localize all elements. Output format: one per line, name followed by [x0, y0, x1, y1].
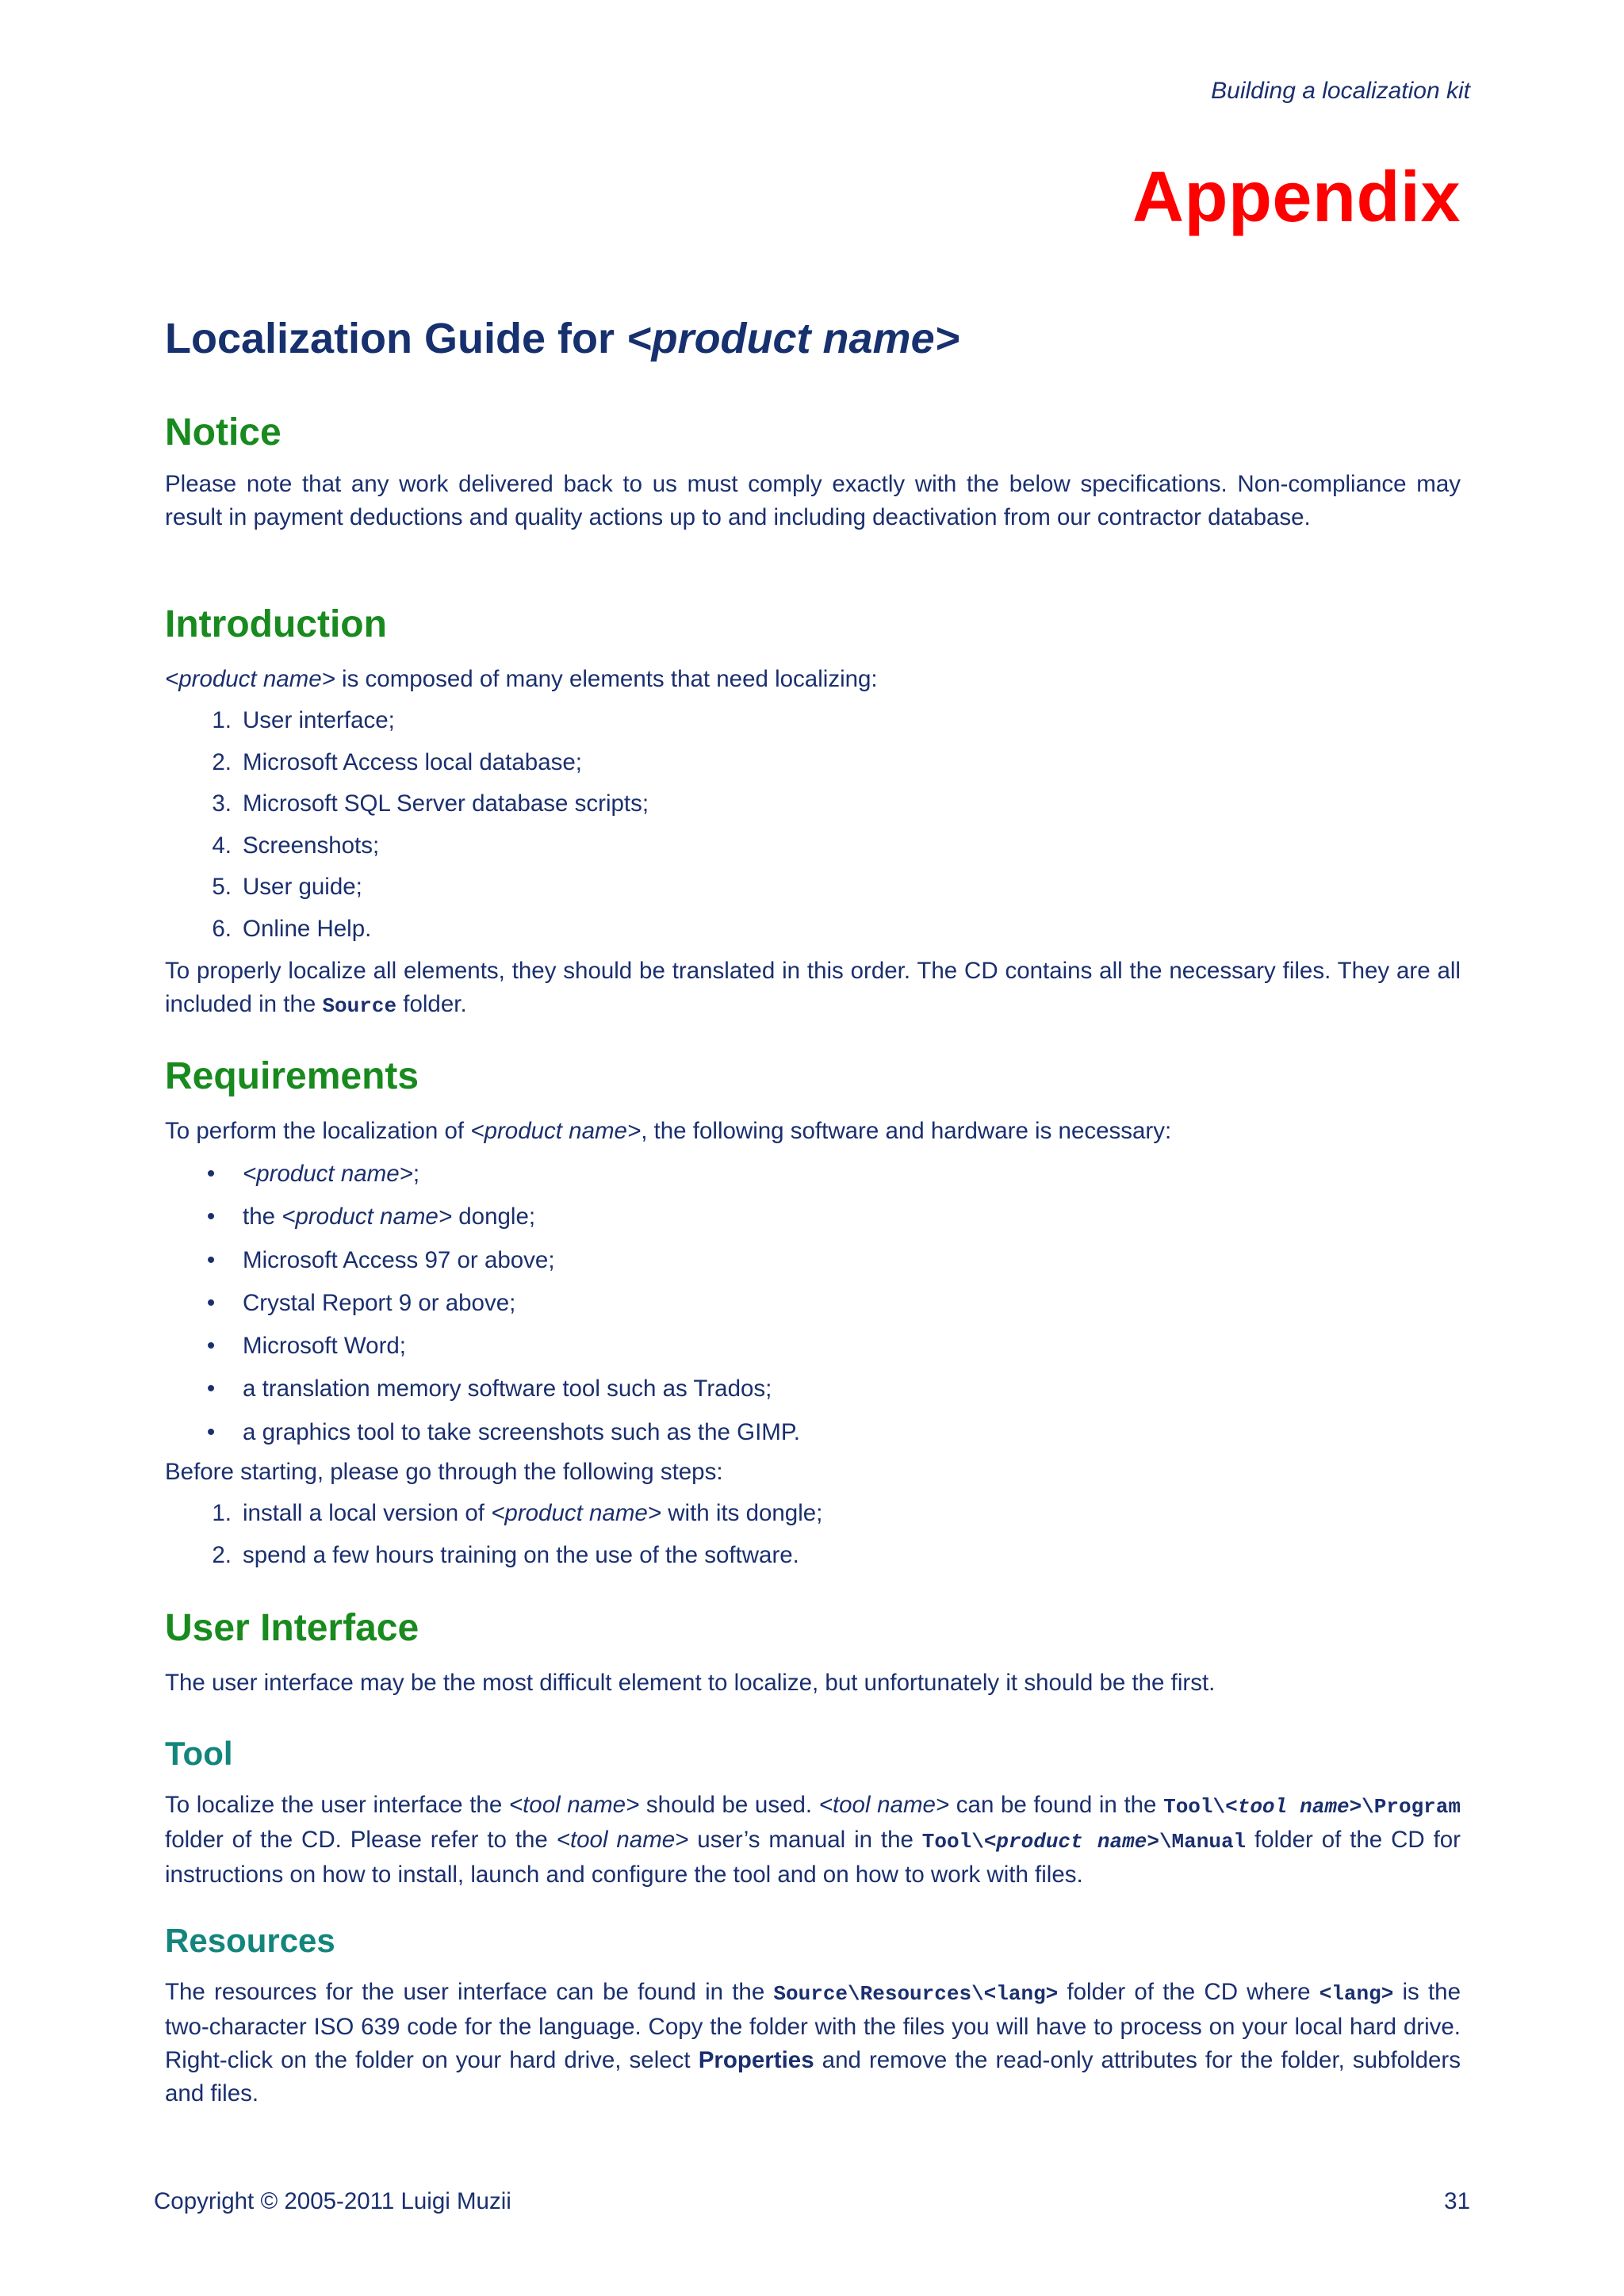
- list-item-label: [243, 1287, 515, 1320]
- list-item: [165, 1287, 1461, 1330]
- list-item-label: [243, 1372, 772, 1406]
- introduction-lead: <product name> is composed of many elements that need localizing:: [165, 666, 878, 692]
- list-item: [165, 1244, 1461, 1287]
- item-text: dongle;: [452, 1203, 536, 1230]
- properties-term: Properties: [698, 2047, 814, 2073]
- list-item: [165, 871, 1461, 913]
- list-item: [165, 1416, 1461, 1459]
- item-text: with its dongle;: [661, 1500, 823, 1526]
- list-item: [165, 1497, 1461, 1539]
- tool-heading: Tool: [165, 1735, 233, 1772]
- list-item: [165, 1372, 1461, 1415]
- steps-list: [165, 1497, 1461, 1580]
- list-item: [165, 746, 1461, 788]
- item-text: Microsoft Word;: [243, 1333, 406, 1360]
- list-number: 3.: [212, 790, 232, 817]
- introduction-outro: To properly localize all elements, they should be translated in this order. The CD contains all the necessary files. They are all included in the Source folder.: [165, 958, 1461, 1018]
- bullet-icon: •: [206, 1246, 216, 1273]
- user-interface-text: The user interface may be the most difficult element to localize, but unfortunately it should be the first.: [165, 1670, 1216, 1696]
- list-item-label: Screenshots;: [243, 832, 380, 859]
- user-interface-heading: User Interface: [165, 1607, 419, 1649]
- list-number: 1.: [212, 707, 232, 733]
- list-item: [165, 787, 1461, 829]
- list-item-label: [243, 1244, 555, 1277]
- page-number: 31: [1444, 2188, 1470, 2214]
- list-item-label: User interface;: [243, 707, 395, 733]
- item-emphasis: <product name>: [243, 1161, 413, 1187]
- bullet-icon: •: [206, 1289, 216, 1316]
- list-item: [165, 913, 1461, 955]
- running-header: Building a localization kit: [1211, 78, 1470, 104]
- item-text: spend a few hours training on the use of the software.: [243, 1541, 799, 1568]
- list-item: [165, 1539, 1461, 1581]
- item-text: Crystal Report 9 or above;: [243, 1289, 516, 1316]
- item-text: install a local version of: [243, 1500, 492, 1526]
- item-emphasis: <product name>: [282, 1203, 453, 1230]
- elements-list: [165, 704, 1461, 954]
- requirements-heading: Requirements: [165, 1055, 419, 1097]
- list-number: 6.: [212, 915, 232, 942]
- list-item-label: [243, 1200, 535, 1234]
- list-item-label: [243, 1158, 419, 1191]
- list-item-label: Microsoft SQL Server database scripts;: [243, 790, 649, 817]
- list-item: [165, 829, 1461, 871]
- item-text: a translation memory software tool such as Trados;: [243, 1376, 772, 1402]
- bullet-icon: •: [206, 1376, 216, 1402]
- bullet-icon: •: [206, 1418, 216, 1445]
- notice-text: Please note that any work delivered back to us must comply exactly with the below specifications. Non-compliance may result in payment deductions and quality actions up to and including deactivation from our contractor database.: [165, 471, 1461, 530]
- list-item-label: [243, 1497, 822, 1530]
- list-number: 2.: [212, 1541, 232, 1568]
- list-item-label: User guide;: [243, 874, 362, 900]
- list-item-label: Online Help.: [243, 915, 372, 942]
- list-item: [165, 1200, 1461, 1243]
- list-item: [165, 704, 1461, 746]
- requirements-lead: To perform the localization of <product name>, the following software and hardware is necessary:: [165, 1118, 1172, 1144]
- requirements-list: [165, 1158, 1461, 1459]
- bullet-icon: •: [206, 1161, 216, 1187]
- resources-heading: Resources: [165, 1922, 335, 1959]
- list-number: 4.: [212, 832, 232, 859]
- steps-intro: Before starting, please go through the following steps:: [165, 1459, 723, 1485]
- guide-title: Localization Guide for <product name>: [165, 315, 960, 362]
- notice-heading: Notice: [165, 411, 282, 453]
- appendix-title: Appendix: [1132, 158, 1461, 237]
- item-text: the: [243, 1203, 282, 1230]
- list-item: [165, 1158, 1461, 1200]
- list-item-label: [243, 1539, 799, 1572]
- list-number: 1.: [212, 1500, 232, 1526]
- footer-copyright: Copyright © 2005-2011 Luigi Muzii: [154, 2188, 511, 2214]
- list-item-label: Microsoft Access local database;: [243, 748, 582, 775]
- list-number: 2.: [212, 748, 232, 775]
- item-text: ;: [412, 1161, 420, 1187]
- list-item-label: [243, 1416, 800, 1449]
- resources-text: The resources for the user interface can be found in the Source\Resources\<lang> folder of the CD where <lang> is the two-character ISO 639 code for the language. Copy the folder with the files you will have to process on your local hard drive. Right-click on the folder on your hard drive, select Properties and remove the read-only attributes for the folder, subfolders and files.: [165, 1979, 1461, 2107]
- item-text: Microsoft Access 97 or above;: [243, 1246, 555, 1273]
- list-item-label: [243, 1330, 406, 1363]
- introduction-heading: Introduction: [165, 603, 387, 645]
- item-emphasis: <product name>: [491, 1500, 662, 1526]
- bullet-icon: •: [206, 1203, 216, 1230]
- bullet-icon: •: [206, 1333, 216, 1360]
- item-text: a graphics tool to take screenshots such as the GIMP.: [243, 1418, 800, 1445]
- list-item: [165, 1330, 1461, 1372]
- tool-text: To localize the user interface the <tool name> should be used. <tool name> can be found in the Tool\<tool name>\Program folder of the CD. Please refer to the <tool name> user’s manual in the Tool\<product name>\Manual folder of the CD for instructions on how to install, launch and configure the tool and on how to work with files.: [165, 1792, 1461, 1888]
- list-number: 5.: [212, 874, 232, 900]
